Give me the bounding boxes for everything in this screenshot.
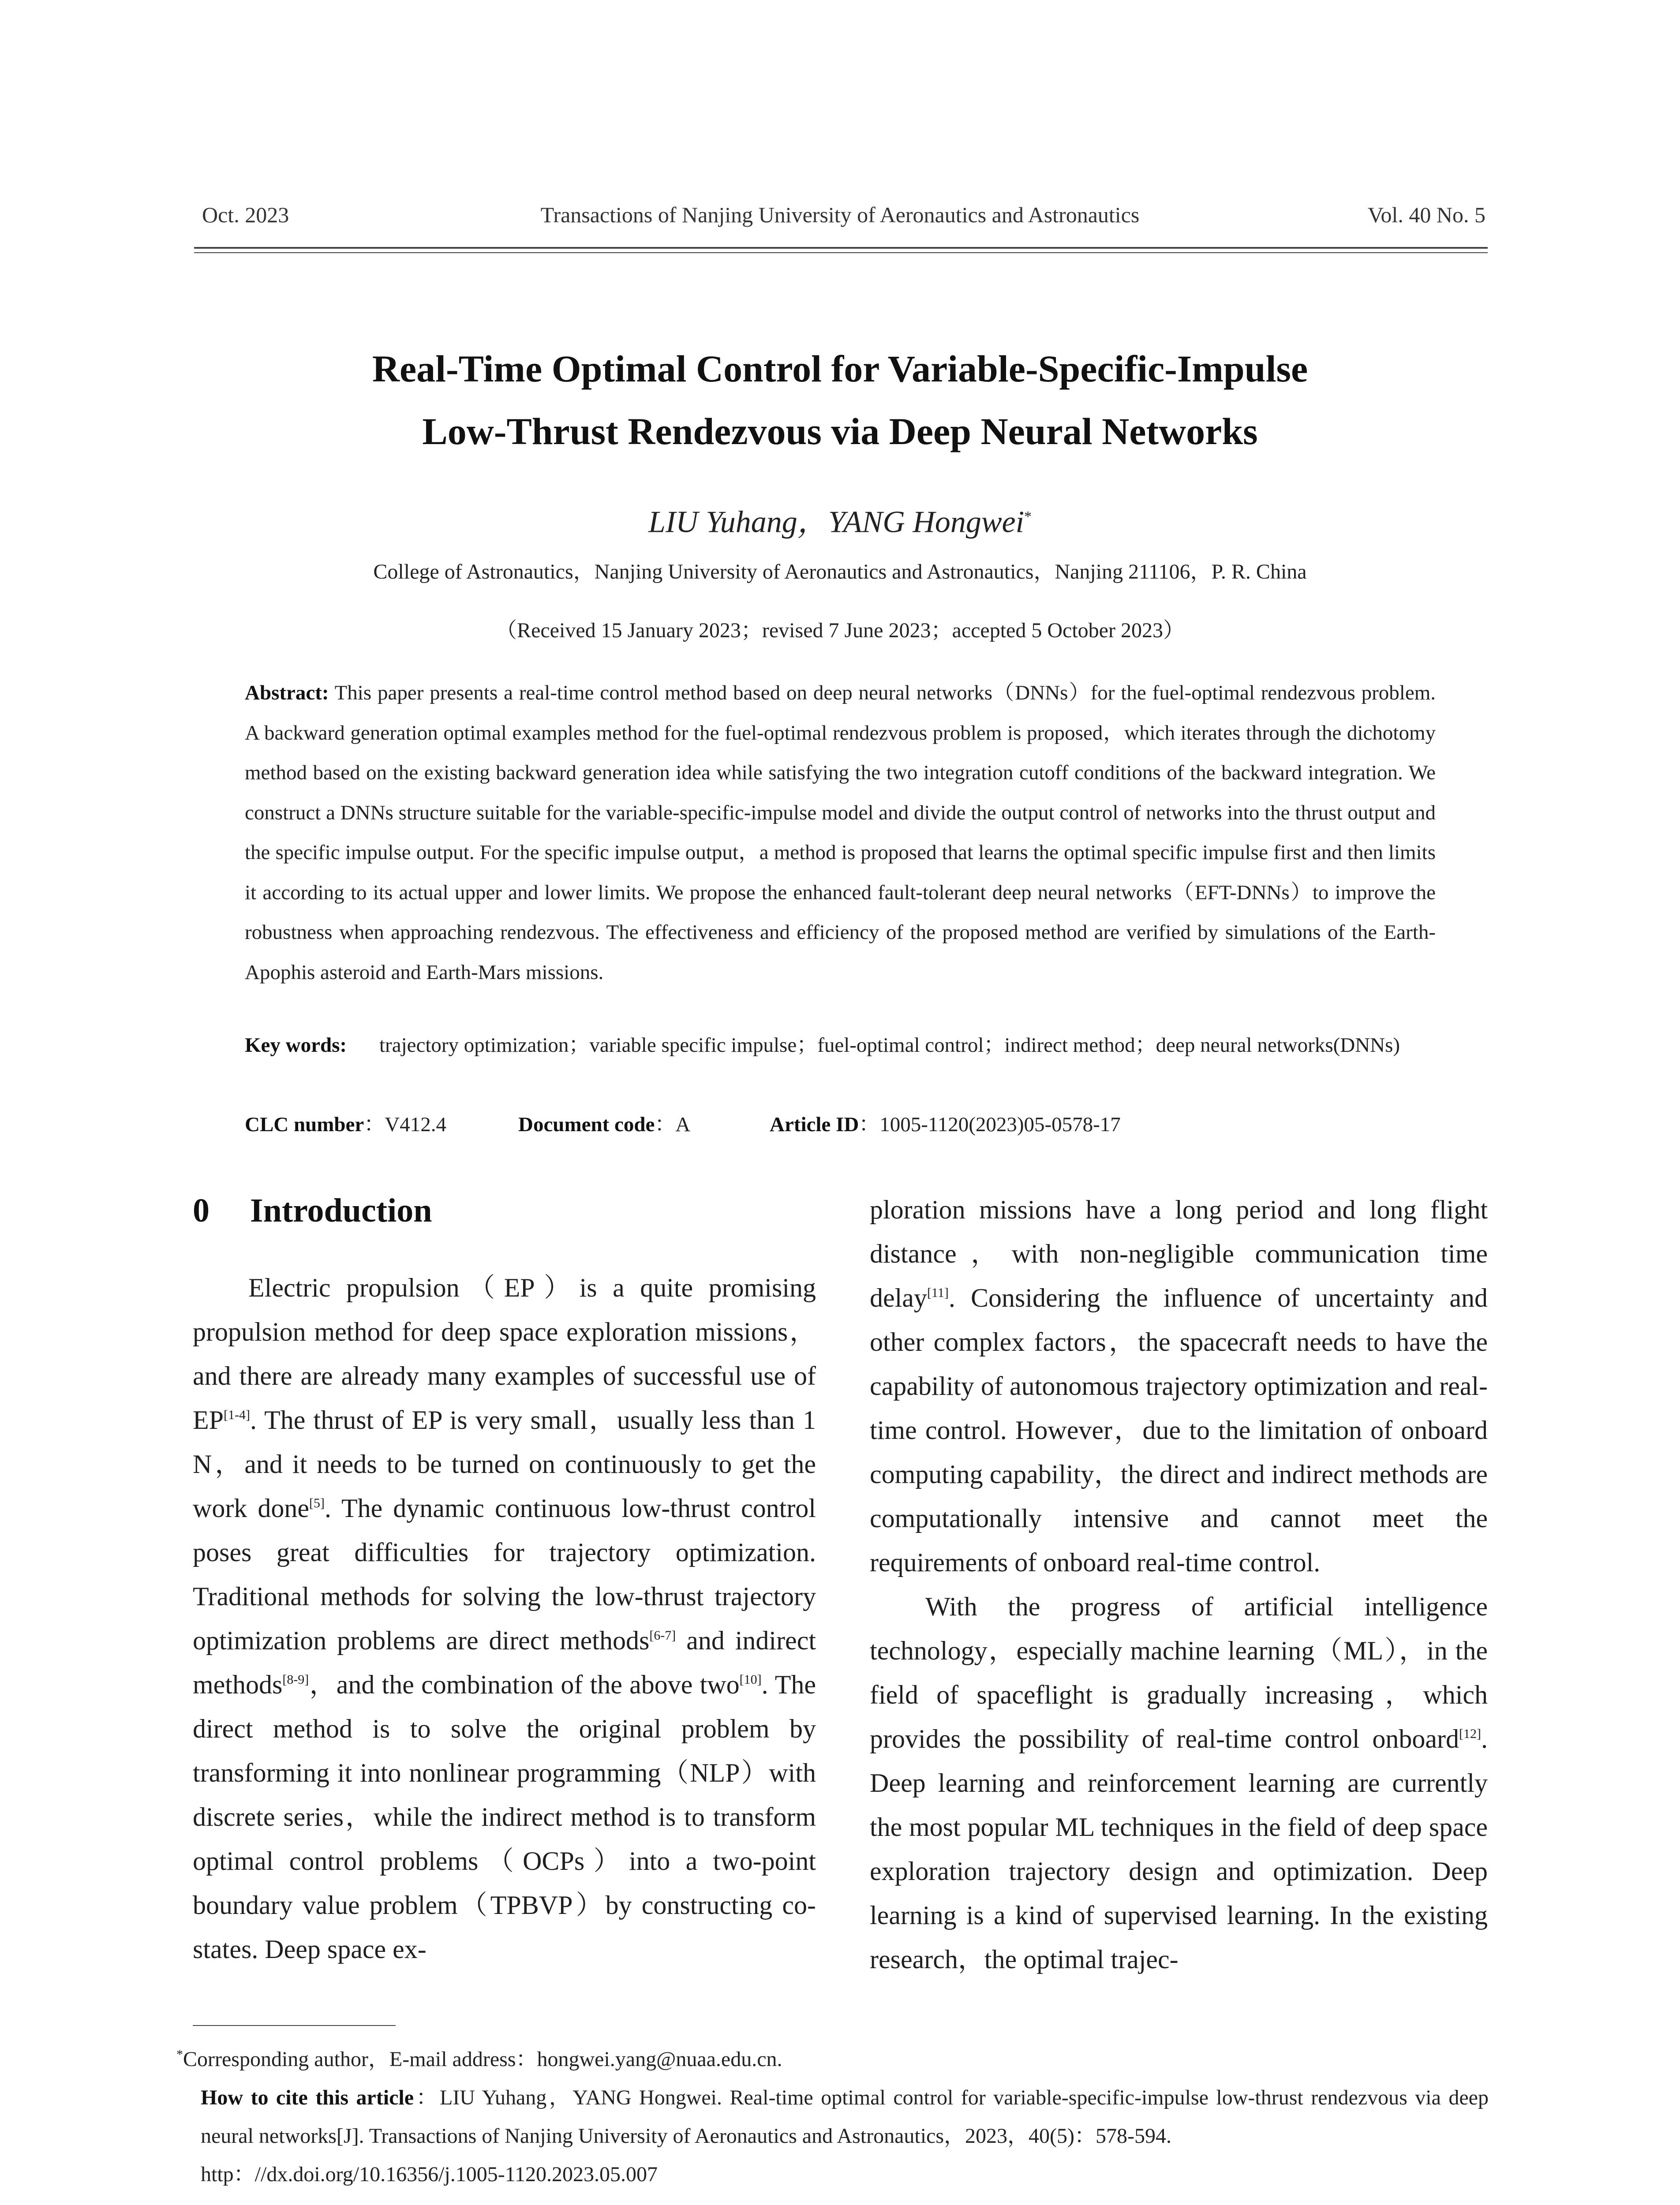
document-code-label: Document code [518,1113,655,1136]
abstract [245,673,1436,992]
corresponding-author-email[interactable]: Corresponding author，E-mail address：hongwei.yang@nuaa.edu.cn. [183,2048,782,2071]
keywords [245,1025,1436,1065]
corresponding-author-note [176,2040,1489,2078]
footnote-mark: * [176,2047,183,2062]
how-to-cite [176,2078,1489,2155]
classification-line [245,1105,1436,1145]
paragraph-1-part-2: ploration missions have a long period and long flight distance，with non-negligible communication time delay[11]. Considering the influence of uncertainty and other complex factors，the spacecraft needs to have the capability of autonomous trajectory optimization and real-time control. However，due to the limitation of onboard computing capability，the direct and indirect methods are computationally intensive and cannot meet the requirements of onboard real-time control. [870,1195,1488,1577]
citation-ref[interactable]: [12] [1459,1727,1481,1741]
received-dates: （Received 15 January 2023；revised 7 June 2023；accepted 5 October 2023） [496,619,1184,642]
header-rule-thick [194,247,1488,249]
citation-ref[interactable]: [10] [739,1672,762,1687]
keywords-label: Key words: [245,1034,347,1057]
body-column-left [193,1266,816,1971]
author-list [0,495,1680,544]
citation-ref[interactable]: [8-9] [282,1672,309,1687]
citation-ref[interactable]: [1-4] [224,1408,251,1422]
how-to-cite-text: ：LIU Yuhang，YANG Hongwei. Real-time optimal control for variable-specific-impulse low-thrust rendezvous via deep neural networks[J]. Transactions of Nanjing University of Aeronautics and Astronautics，2023，40(5)：578-594. [201,2086,1489,2148]
affiliation: College of Astronautics，Nanjing University of Aeronautics and Astronautics，Nanjing 211106，P. R. China [373,560,1307,583]
paragraph-1-part-1: Electric propulsion（EP）is a quite promising propulsion method for deep space exploration missions，and there are already many examples of successful use of EP[1-4]. The thrust of EP is very small，usually less than 1 N，and it needs to be turned on continuously to get the work done[5]. The dynamic continuous low-thrust control poses great difficulties for trajectory optimization. Traditional methods for solving the low-thrust trajectory optimization problems are direct methods[6-7] and indirect methods[8-9]，and the combination of the above two[10]. The direct method is to solve the original problem by transforming it into nonlinear programming（NLP）with discrete series，while the indirect method is to transform optimal control problems（OCPs）into a two-point boundary value problem（TPBVP）by constructing co-states. Deep space ex- [193,1273,816,1964]
footnote-rule [193,2025,396,2026]
citation-ref[interactable]: [5] [309,1496,325,1510]
abstract-text: This paper presents a real-time control method based on deep neural networks（DNNs）for the fuel-optimal rendezvous problem. A backward generation optimal examples method for the fuel-optimal rendezvous problem is proposed，which iterates through the dichotomy method based on the existing backward generation idea while satisfying the two integration cutoff conditions of the backward integration. We construct a DNNs structure suitable for the variable-specific-impulse model and divide the output control of networks into the thrust output and the specific impulse output. For the specific impulse output，a method is proposed that learns the optimal specific impulse first and then limits it according to its actual upper and lower limits. We propose the enhanced fault-tolerant deep neural networks（EFT-DNNs）to improve the robustness when approaching rendezvous. The effectiveness and efficiency of the proposed method are verified by simulations of the Earth-Apophis asteroid and Earth-Mars missions. [245,681,1436,984]
citation-ref[interactable]: [6-7] [649,1628,676,1643]
document-code [518,1105,770,1145]
running-header-journal: Transactions of Nanjing University of Aeronautics and Astronautics [540,202,1140,227]
paragraph-2: With the progress of artificial intelligence technology，especially machine learning（ML），in the field of spaceflight is gradually increasing，which provides the possibility of real-time control onboard[12]. Deep learning and reinforcement learning are currently the most popular ML techniques in the field of deep space exploration trajectory design and optimization. Deep learning is a kind of supervised learning. In the existing research，the optimal trajec- [870,1592,1488,1974]
article-id [770,1105,1121,1145]
section-title: Introduction [250,1192,432,1229]
doi-link[interactable]: http：//dx.doi.org/10.16356/j.1005-1120.2023.05.007 [201,2163,658,2186]
paper-title-line-2: Low-Thrust Rendezvous via Deep Neural Networks [422,410,1258,452]
document-code-value: ：A [655,1113,691,1136]
footnotes [176,2040,1489,2194]
clc-value: ：V412.4 [364,1113,446,1136]
article-id-label: Article ID [770,1113,859,1136]
how-to-cite-label: How to cite this article [201,2086,414,2109]
header-rule-thin [194,252,1488,253]
section-number: 0 [193,1192,210,1229]
section-heading [193,1188,432,1233]
paper-title-line-1: Real-Time Optimal Control for Variable-Specific-Impulse [372,348,1308,390]
author-names: LIU Yuhang，YANG Hongwei [648,505,1025,539]
keywords-text: trajectory optimization；variable specific impulse；fuel-optimal control；indirect method；deep neural networks(DNNs) [379,1034,1400,1057]
paper-title [0,337,1680,463]
body-column-right [870,1188,1488,1981]
article-id-value: ：1005-1120(2023)05-0578-17 [859,1113,1121,1136]
citation-ref[interactable]: [11] [927,1286,949,1300]
running-header-volume: Vol. 40 No. 5 [1367,202,1485,227]
corresponding-author-mark: * [1024,508,1032,525]
running-header-date: Oct. 2023 [202,202,289,227]
clc-label: CLC number [245,1113,364,1136]
abstract-label: Abstract: [245,681,329,704]
clc-number [245,1105,518,1145]
